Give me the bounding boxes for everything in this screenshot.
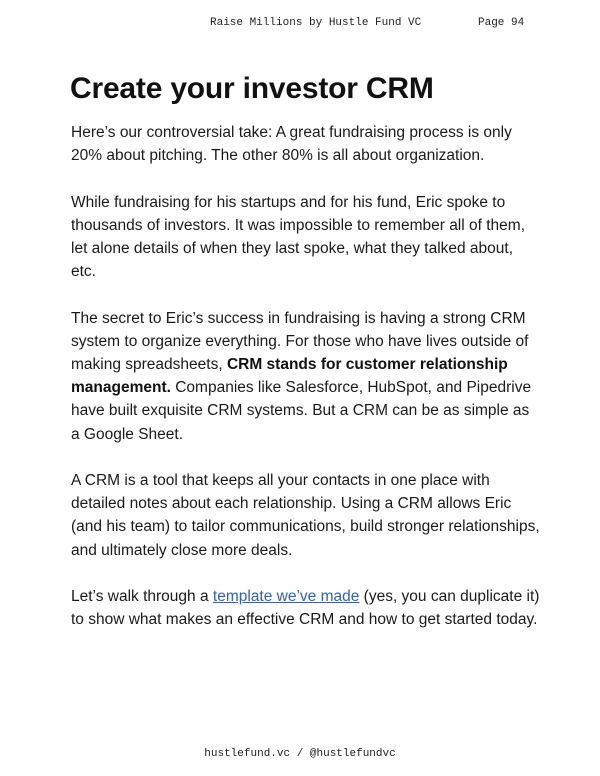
page-header: [0, 17, 600, 33]
body-text: [71, 121, 541, 631]
paragraph-2: While fundraising for his startups and for his fund, Eric spoke to thousands of investors. It was impossible to remember all of them, let alone details of when they last spoke, what they talked about, etc.: [71, 193, 526, 281]
paragraph-5-text-end: (yes, you can duplicate it) to show what makes an effective CRM and how to get started today.: [71, 588, 540, 629]
page-number: Page 94: [478, 17, 525, 29]
page-footer: hustlefund.vc / @hustlefundvc: [204, 748, 396, 760]
paragraph-3-text-end: Companies like Salesforce, HubSpot, and Pipedrive have built exquisite CRM systems. But a CRM can be as simple as a Google Sheet.: [71, 379, 532, 443]
page-title: Create your investor CRM: [70, 72, 434, 105]
paragraph-5: [71, 585, 541, 631]
crm-definition-bold: CRM stands for customer relationship management.: [71, 356, 508, 397]
template-link[interactable]: template we’ve made: [212, 588, 360, 605]
paragraph-3-text-start: The secret to Eric’s success in fundraising is having a strong CRM system to organize everything. For those who have lives outside of making spreadsheets,: [71, 309, 529, 373]
paragraph-4: A CRM is a tool that keeps all your contacts in one place with detailed notes about each relationship. Using a CRM allows Eric (and his team) to tailor communications, build stronger relationships, and ultimately close more deals.: [71, 472, 540, 559]
paragraph-1: Here’s our controversial take: A great fundraising process is only 20% about pitching. The other 80% is all about organization.: [71, 124, 512, 165]
book-title: Raise Millions by Hustle Fund VC: [210, 17, 422, 29]
paragraph-5-text-start: Let’s walk through a: [71, 588, 213, 605]
paragraph-3: [71, 307, 541, 446]
